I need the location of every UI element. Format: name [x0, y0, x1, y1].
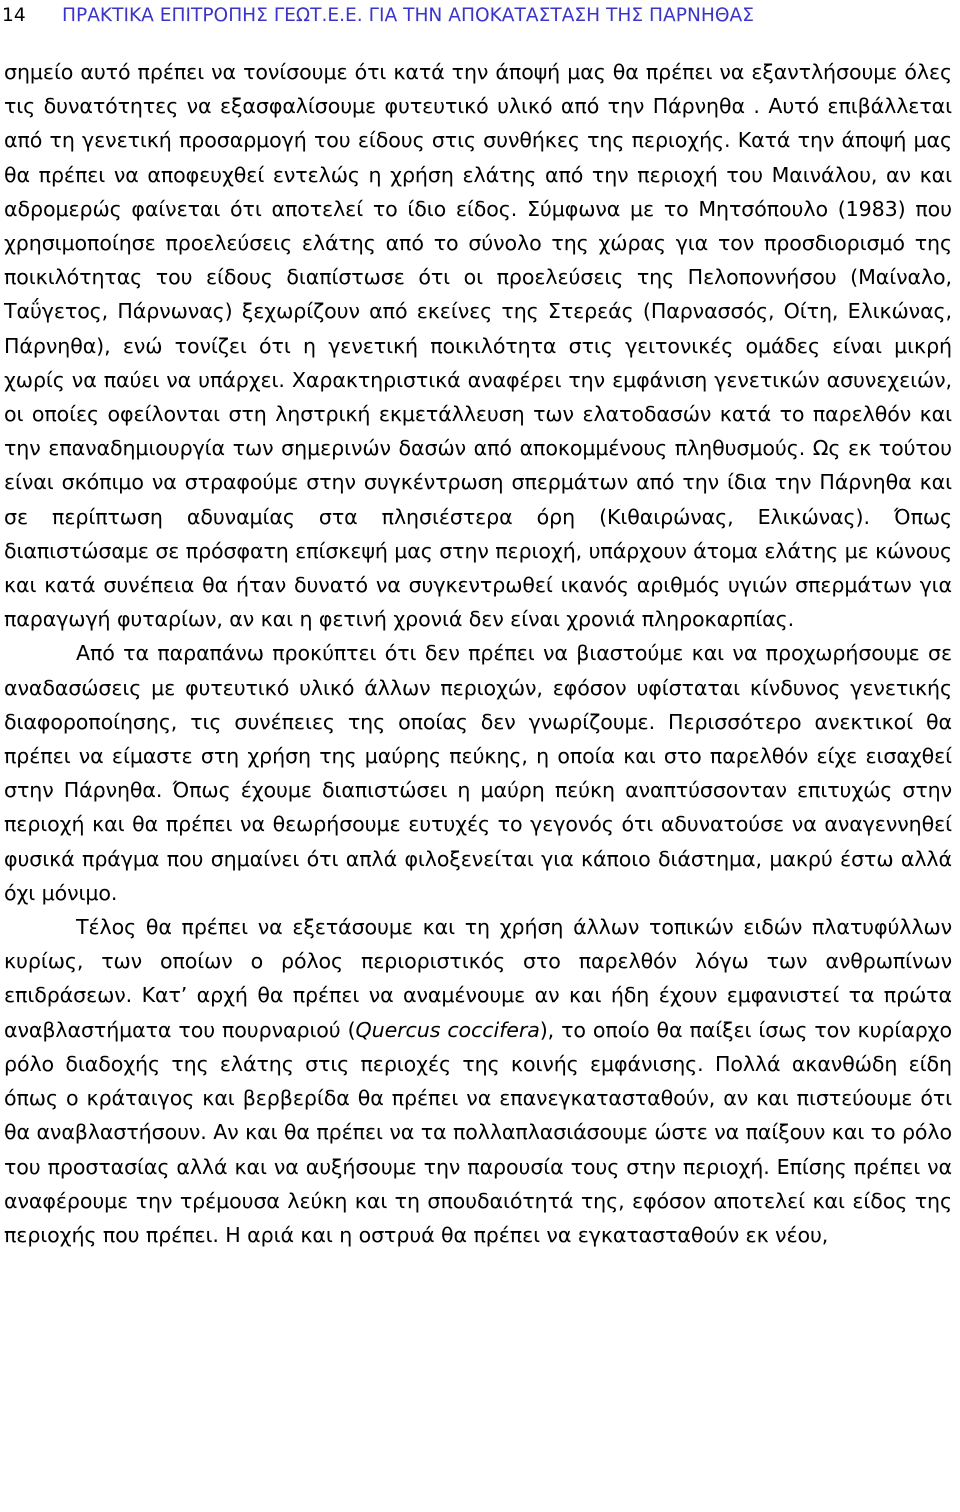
- body-text: [4, 55, 952, 1252]
- page-number: 14: [2, 5, 26, 26]
- paragraph-continuation: σημείο αυτό πρέπει να τονίσουμε ότι κατά την άποψή μας θα πρέπει να εξαντλήσουμε όλες τις δυνατότητες να εξασφαλίσουμε φυτευτικό υλικό από την Πάρνηθα . Αυτό επιβάλλεται από τη γενετική προσαρμογή του είδους στις συνθήκες της περιοχής. Κατά την άποψή μας θα πρέπει να αποφευχθεί εντελώς η χρήση ελάτης από την περιοχή του Μαινάλου, αν και αδρομερώς φαίνεται ότι αποτελεί το ίδιο είδος. Σύμφωνα με το Μητσόπουλο (1983) που χρησιμοποίησε προελεύσεις ελάτης από το σύνολο της χώρας για τον προσδιορισμό της ποικιλότητας του είδους διαπίστωσε ότι οι προελεύσεις της Πελοποννήσου (Μαίναλο, Ταΰγετος, Πάρνωνας) ξεχωρίζουν από εκείνες της Στερεάς (Παρνασσός, Οίτη, Ελικώνας, Πάρνηθα), ενώ τονίζει ότι η γενετική ποικιλότητα στις γειτονικές ομάδες είναι μικρή χωρίς να παύει να υπάρχει. Χαρακτηριστικά αναφέρει την εμφάνιση γενετικών ασυνεχειών, οι οποίες οφείλονται στη ληστρική εκμετάλλευση των ελατοδασών κατά το παρελθόν και την επαναδημιουργία των σημερινών δασών από αποκομμένους πληθυσμούς. Ως εκ τούτου είναι σκόπιμο να στραφούμε στην συγκέντρωση σπερμάτων από την ίδια την Πάρνηθα και σε περίπτωση αδυναμίας στα πλησιέστερα όρη (Κιθαιρώνας, Ελικώνας). Όπως διαπιστώσαμε σε πρόσφατη επίσκεψή μας στην περιοχή, υπάρχουν άτομα ελάτης με κώνους και κατά συνέπεια θα ήταν δυνατό να συγκεντρωθεί ικανός αριθμός υγιών σπερμάτων για παραγωγή φυταρίων, αν και η φετινή χρονιά δεν είναι χρονιά πληροκαρπίας.: [4, 60, 952, 632]
- paragraph-black-pine: Από τα παραπάνω προκύπτει ότι δεν πρέπει να βιαστούμε και να προχωρήσουμε σε αναδασώσεις με φυτευτικό υλικό άλλων περιοχών, εφόσον υφίσταται κίνδυνος γενετικής διαφοροποίησης, τις συνέπειες της οποίας δεν γνωρίζουμε. Περισσότερο ανεκτικοί θα πρέπει να είμαστε στη χρήση της μαύρης πεύκης, η οποία και στο παρελθόν είχε εισαχθεί στην Πάρνηθα. Όπως έχουμε διαπιστώσει η μαύρη πεύκη αναπτύσσονταν επιτυχώς στην περιοχή και θα πρέπει να θεωρήσουμε ευτυχές το γεγονός ότι αδυνατούσε να αναγεννηθεί φυσικά πράγμα που σημαίνει ότι απλά φιλοξενείται για κάποιο διάστημα, μακρύ έστω αλλά όχι μόνιμο.: [4, 641, 952, 905]
- paragraph-text-before-species: Τέλος θα πρέπει να εξετάσουμε και τη χρήση άλλων τοπικών ειδών πλατυφύλλων κυρίως, των οποίων ο ρόλος περιοριστικός στο παρελθόν λόγω των ανθρωπίνων επιδράσεων. Κατ’ αρχή θα πρέπει να αναμένουμε αν και ήδη έχουν εμφανιστεί τα πρώτα αναβλαστήματα του πουρναριού (: [4, 915, 952, 1042]
- paragraph-broadleaf-species: [4, 910, 952, 1252]
- paragraph-text-after-species: ), το οποίο θα παίξει ίσως τον κυρίαρχο ρόλο διαδοχής της ελάτης στις περιοχές της κοινής εμφάνισης. Πολλά ακανθώδη είδη όπως ο κράταιγος και βερβερίδα θα πρέπει να επανεγκατασταθούν, αν και πιστεύουμε ότι θα αναβλαστήσουν. Αν και θα πρέπει να τα πολλαπλασιάσουμε ώστε να παίξουν και το ρόλο του προστασίας αλλά και να αυξήσουμε την παρουσία τους στην περιοχή. Επίσης πρέπει να αναφέρουμε την τρέμουσα λεύκη και τη σπουδαιότητά της, εφόσον αποτελεί και είδος της περιοχής που πρέπει. Η αριά και η οστρυά θα πρέπει να εγκατασταθούν εκ νέου,: [4, 1017, 952, 1247]
- running-header: [0, 2, 950, 30]
- species-name-italic: Quercus coccifera: [355, 1017, 540, 1042]
- running-title: ΠΡΑΚΤΙΚΑ ΕΠΙΤΡΟΠΗΣ ΓΕΩΤ.Ε.Ε. ΓΙΑ ΤΗΝ ΑΠΟΚΑΤΑΣΤΑΣΗ ΤΗΣ ΠΑΡΝΗΘΑΣ: [62, 5, 754, 26]
